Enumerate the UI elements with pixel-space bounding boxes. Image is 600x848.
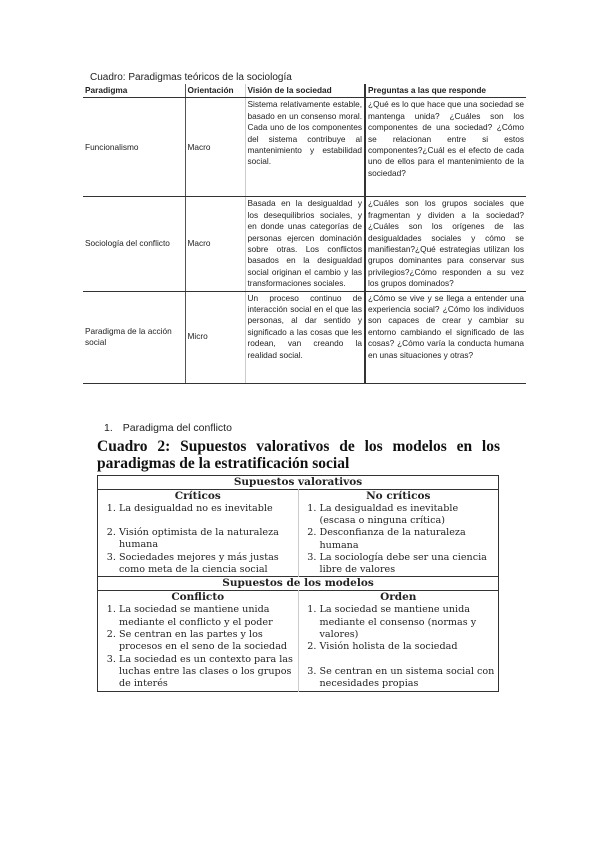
criticos-list — [101, 503, 295, 576]
section-header: Supuestos valorativos — [233, 475, 363, 488]
cell-vision: Sistema relativamente estable, basado en un consenso moral. Cada uno de los componentes del sistema contribuye al mantenimiento y estabilidad social. — [245, 98, 365, 197]
conflicto-list — [101, 604, 295, 690]
list-item: 2. Visión optimista de la naturaleza humana — [119, 527, 295, 552]
cell-paradigma: Sociología del conflicto — [83, 197, 185, 291]
list-item: 3. La sociología debe ser una ciencia libre de valores — [320, 552, 496, 577]
table-row — [83, 197, 526, 291]
list-text: Paradigma del conflicto — [122, 421, 232, 434]
list-item: 1. La desigualdad no es inevitable — [119, 503, 295, 515]
no-criticos-list — [302, 503, 496, 577]
header-orientacion: Orientación — [185, 84, 245, 98]
column-header: Conflicto — [98, 591, 299, 605]
list-item: 3. Se centran en un sistema social con necesidades propias — [320, 666, 496, 691]
list-number: 1. — [104, 421, 113, 434]
section-header: Supuestos de los modelos — [222, 577, 374, 590]
cell-preguntas: ¿Cuáles son los grupos sociales que fragmentan y dividen a la sociedad?¿Cuáles son los orígenes de las desigualdades sociales y cómo se manifiestan?¿Qué estrategias utilizan los grupos dominantes para conservar sus privilegios?¿Cómo responden a su vez los grupos dominados? — [365, 197, 526, 291]
header-paradigma: Paradigma — [83, 84, 185, 98]
cell-preguntas: ¿Cómo se vive y se llega a entender una experiencia social? ¿Cómo los individuos son capaces de crear y cambiar su entorno cambiando el significado de las cosas? ¿Cómo varía la conducta humana en unas situaciones y otras? — [365, 291, 526, 383]
list-item — [104, 422, 600, 435]
list-item: 2. Visión holista de la sociedad — [320, 641, 496, 653]
column-header: Críticos — [98, 489, 299, 503]
table-header-row — [83, 84, 526, 98]
paradigms-table — [83, 84, 526, 384]
cell-orientacion: Micro — [185, 291, 245, 383]
table-row — [83, 291, 526, 383]
cell-vision: Un proceso continuo de interacción social en el que las personas, al dar sentido y significado a las cosas que les rodean, van creando la realidad social. — [245, 291, 365, 383]
header-preguntas: Preguntas a las que responde — [365, 84, 526, 98]
cell-paradigma: Funcionalismo — [83, 98, 185, 197]
table-row — [83, 98, 526, 197]
orden-list — [302, 604, 496, 690]
cell-orientacion: Macro — [185, 98, 245, 197]
cell-orientacion: Macro — [185, 197, 245, 291]
list-item: 1. La sociedad se mantiene unida mediante el consenso (normas y valores) — [320, 604, 496, 641]
header-vision: Visión de la sociedad — [245, 84, 365, 98]
list-item: 2. Se centran en las partes y los procesos en el seno de la sociedad — [119, 629, 295, 654]
cell-paradigma: Paradigma de la acción social — [83, 291, 185, 383]
list-item: 3. Sociedades mejores y más justas como meta de la ciencia social — [119, 552, 295, 577]
list-item: 3. La sociedad es un contexto para las luchas entre las clases o los grupos de interés — [119, 654, 295, 691]
cell-vision: Basada en la desigualdad y los desequilibrios sociales, y en donde unas categorías de personas ejercen dominación sobre otras. Los conflictos basados en la desigualdad social originan el cambio y las transformaciones sociales. — [245, 197, 365, 291]
list-item: 1. La sociedad se mantiene unida mediante el conflicto y el poder — [119, 604, 295, 629]
table1-caption: Cuadro: Paradigmas teóricos de la sociología — [90, 72, 292, 83]
table2-caption: Cuadro 2: Supuestos valorativos de los modelos en los paradigmas de la estratificación social — [97, 437, 500, 472]
assumptions-table — [97, 475, 499, 692]
column-header: Orden — [380, 591, 417, 604]
cell-preguntas: ¿Qué es lo que hace que una sociedad se mantenga unida? ¿Cuáles son los componentes de una sociedad? ¿Cómo se relacionan entre si estos componentes?¿Cuál es el efecto de cada uno de ellos para el mantenimiento de la sociedad? — [365, 98, 526, 197]
column-header: No críticos — [366, 489, 431, 502]
list-item: 2. Desconfianza de la naturaleza humana — [320, 527, 496, 552]
list-item: 1. La desigualdad es inevitable (escasa o ninguna crítica) — [320, 503, 496, 528]
